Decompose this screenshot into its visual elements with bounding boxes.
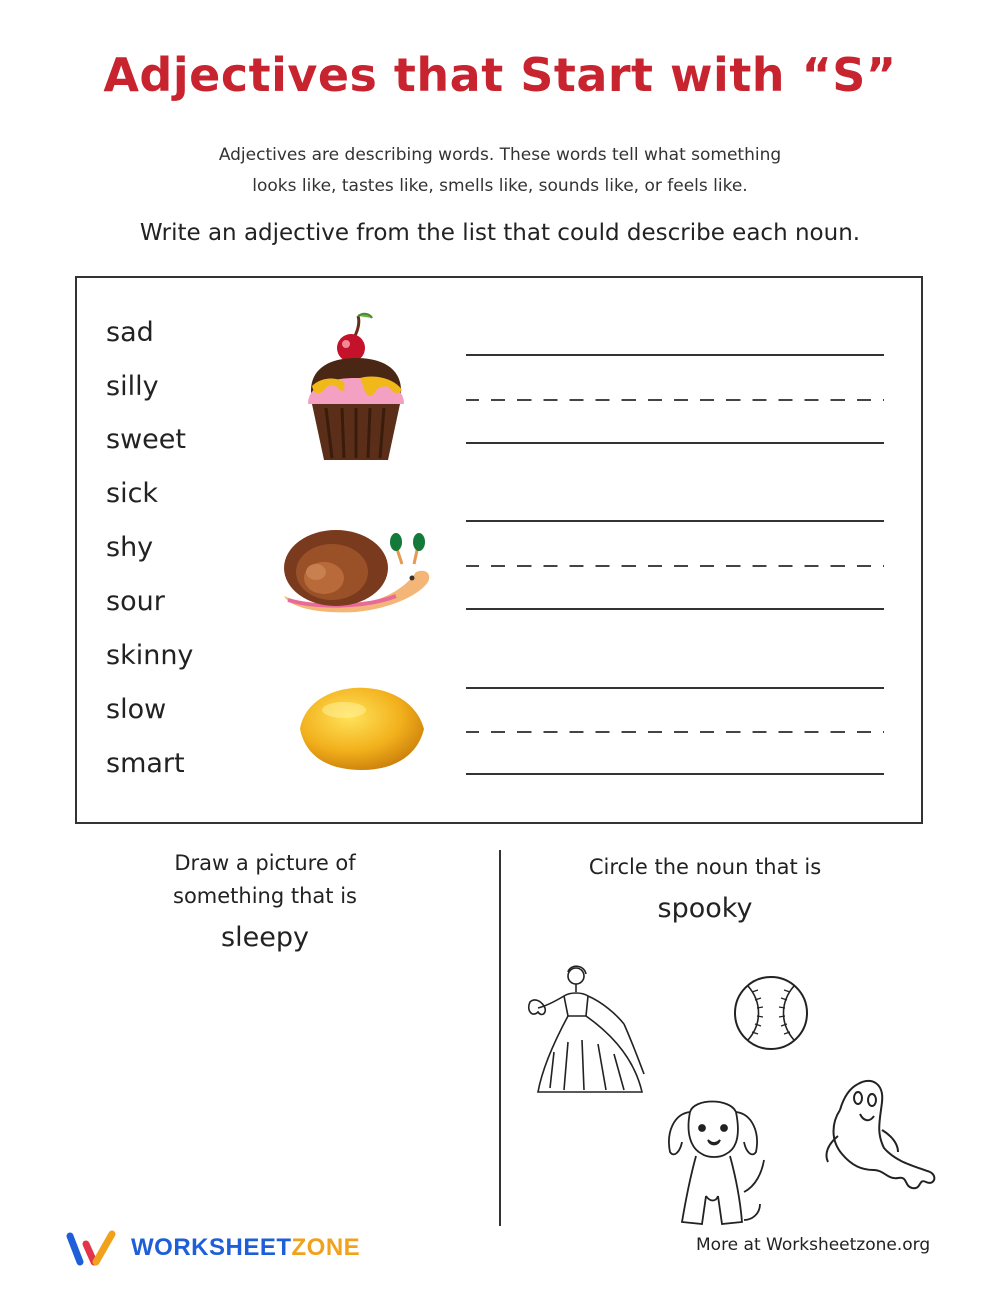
princess-image[interactable] bbox=[524, 962, 656, 1100]
draw-prompt-line-1: Draw a picture of bbox=[174, 851, 356, 875]
intro-line-2: looks like, tastes like, smells like, sounds like, or feels like. bbox=[252, 176, 748, 196]
instruction: Write an adjective from the list that could describe each noun. bbox=[139, 220, 861, 246]
answer-line[interactable] bbox=[466, 520, 884, 522]
word-list-item: silly bbox=[106, 371, 159, 402]
cupcake-image bbox=[298, 308, 414, 468]
baseball-image[interactable] bbox=[730, 974, 812, 1052]
answer-guide-line bbox=[466, 565, 884, 567]
word-list-item: sick bbox=[106, 478, 159, 509]
circle-target-word: spooky bbox=[657, 893, 753, 924]
page-title: Adjectives that Start with “S” bbox=[103, 48, 897, 102]
answer-line[interactable] bbox=[466, 687, 884, 689]
answer-guide-line bbox=[466, 731, 884, 733]
logo-part-zone: ZONE bbox=[291, 1234, 361, 1261]
answer-line[interactable] bbox=[466, 354, 884, 356]
footer-link[interactable]: More at Worksheetzone.org bbox=[696, 1235, 931, 1255]
ghost-image[interactable] bbox=[818, 1074, 946, 1200]
section-divider bbox=[499, 850, 501, 1226]
word-list-item: slow bbox=[106, 694, 167, 725]
draw-prompt-line-2: something that is bbox=[173, 884, 357, 908]
worksheetzone-logo-text[interactable] bbox=[131, 1234, 360, 1262]
word-list-item: sweet bbox=[106, 424, 186, 455]
word-list-item: sour bbox=[106, 586, 165, 617]
snail-image bbox=[276, 528, 436, 614]
word-list-item: sad bbox=[106, 317, 154, 348]
drawing-area[interactable] bbox=[60, 968, 480, 1208]
word-list-item: smart bbox=[106, 748, 185, 779]
puppy-image[interactable] bbox=[660, 1092, 772, 1232]
intro-line-1: Adjectives are describing words. These words tell what something bbox=[218, 145, 782, 165]
worksheetzone-logo-icon bbox=[66, 1230, 124, 1268]
answer-line[interactable] bbox=[466, 608, 884, 610]
answer-line[interactable] bbox=[466, 773, 884, 775]
answer-line[interactable] bbox=[466, 442, 884, 444]
answer-guide-line bbox=[466, 399, 884, 401]
circle-prompt: Circle the noun that is bbox=[588, 855, 822, 879]
exercise-box bbox=[75, 276, 923, 824]
lemon-image bbox=[296, 684, 428, 774]
draw-target-word: sleepy bbox=[221, 922, 309, 953]
word-list-item: shy bbox=[106, 532, 154, 563]
word-list-item: skinny bbox=[106, 640, 194, 671]
logo-part-worksheet: WORKSHEET bbox=[131, 1234, 292, 1261]
